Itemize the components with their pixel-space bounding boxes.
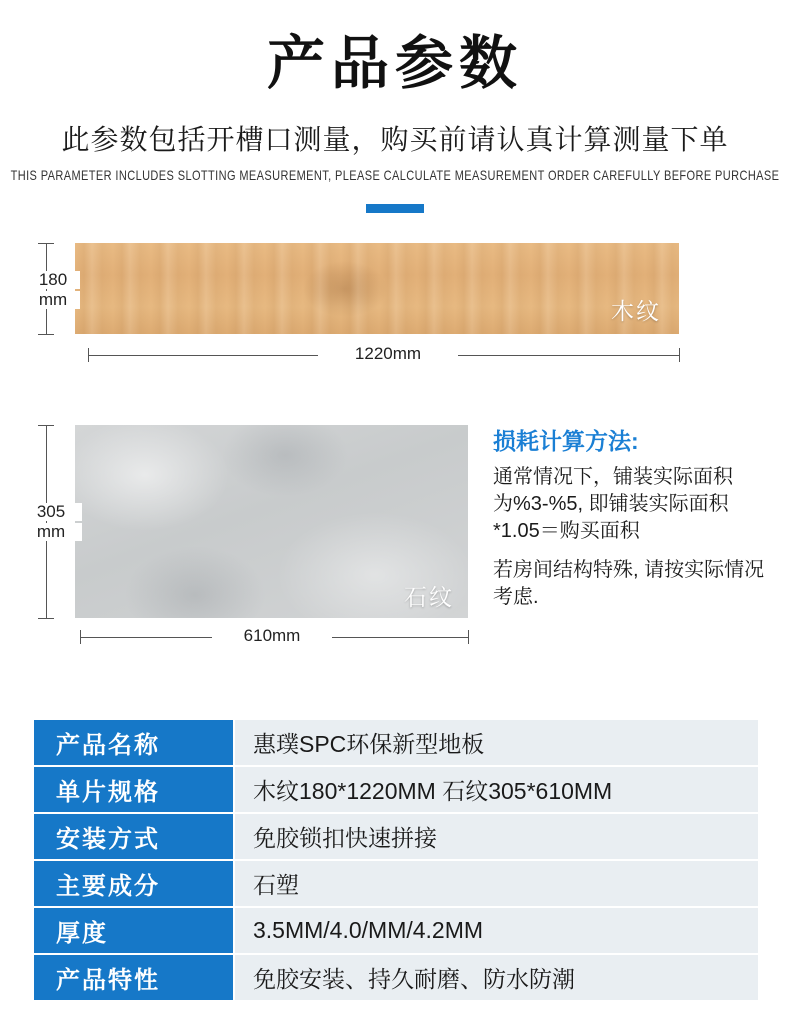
- spec-key: 安装方式: [33, 813, 234, 860]
- table-row: [33, 766, 759, 813]
- accent-divider: [366, 204, 424, 213]
- spec-key: 厚度: [33, 907, 234, 954]
- wood-texture-label: 木纹: [611, 297, 661, 324]
- table-row: [33, 860, 759, 907]
- spec-value: 3.5MM/4.0/MM/4.2MM: [234, 907, 759, 954]
- spec-value: 免胶锁扣快速拼接: [234, 813, 759, 860]
- stone-height-tick-bottom: [38, 618, 54, 619]
- wood-height-value: 180: [26, 271, 80, 290]
- spec-value: 惠璞SPC环保新型地板: [234, 719, 759, 766]
- subtitle-cn: 此参数包括开槽口测量，购买前请认真计算测量下单: [61, 123, 729, 155]
- subtitle-en: THIS PARAMETER INCLUDES SLOTTING MEASUREMENT, PLEASE CALCULATE MEASUREMENT ORDER CAREFULLY BEFORE PURCHASE: [10, 168, 780, 184]
- page-title: 产品参数: [266, 31, 523, 96]
- table-row: [33, 907, 759, 954]
- table-row: [33, 719, 759, 766]
- stone-height-unit: mm: [20, 523, 82, 542]
- spec-value: 免胶安装、持久耐磨、防水防潮: [234, 954, 759, 1001]
- wood-height-tick-bottom: [38, 334, 54, 335]
- wood-plank-swatch: [75, 243, 679, 334]
- stone-width-label: 610mm: [212, 627, 332, 646]
- waste-paragraph-1: 通常情况下，铺装实际面积为%3-%5, 即铺装实际面积*1.05＝购买面积: [493, 465, 733, 542]
- spec-key: 主要成分: [33, 860, 234, 907]
- diagram-area: [0, 237, 790, 657]
- page-header: [0, 0, 790, 213]
- wood-width-tick-right: [679, 348, 680, 362]
- table-row: [33, 954, 759, 1001]
- stone-height-value: 305: [20, 503, 82, 522]
- table-row: [33, 813, 759, 860]
- stone-texture-label: 石纹: [404, 583, 454, 610]
- spec-key: 产品特性: [33, 954, 234, 1001]
- spec-key: 产品名称: [33, 719, 234, 766]
- waste-title: 损耗计算方法:: [493, 427, 639, 454]
- wood-height-unit: mm: [26, 291, 80, 310]
- spec-key: 单片规格: [33, 766, 234, 813]
- stone-tile-swatch: [75, 425, 468, 618]
- waste-calculation-note: [493, 423, 773, 611]
- wood-width-label: 1220mm: [318, 345, 458, 364]
- spec-value: 石塑: [234, 860, 759, 907]
- waste-paragraph-2: 若房间结构特殊, 请按实际情况考虑.: [493, 558, 765, 608]
- stone-width-tick-right: [468, 630, 469, 644]
- spec-value: 木纹180*1220MM 石纹305*610MM: [234, 766, 759, 813]
- spec-table: [32, 718, 760, 1002]
